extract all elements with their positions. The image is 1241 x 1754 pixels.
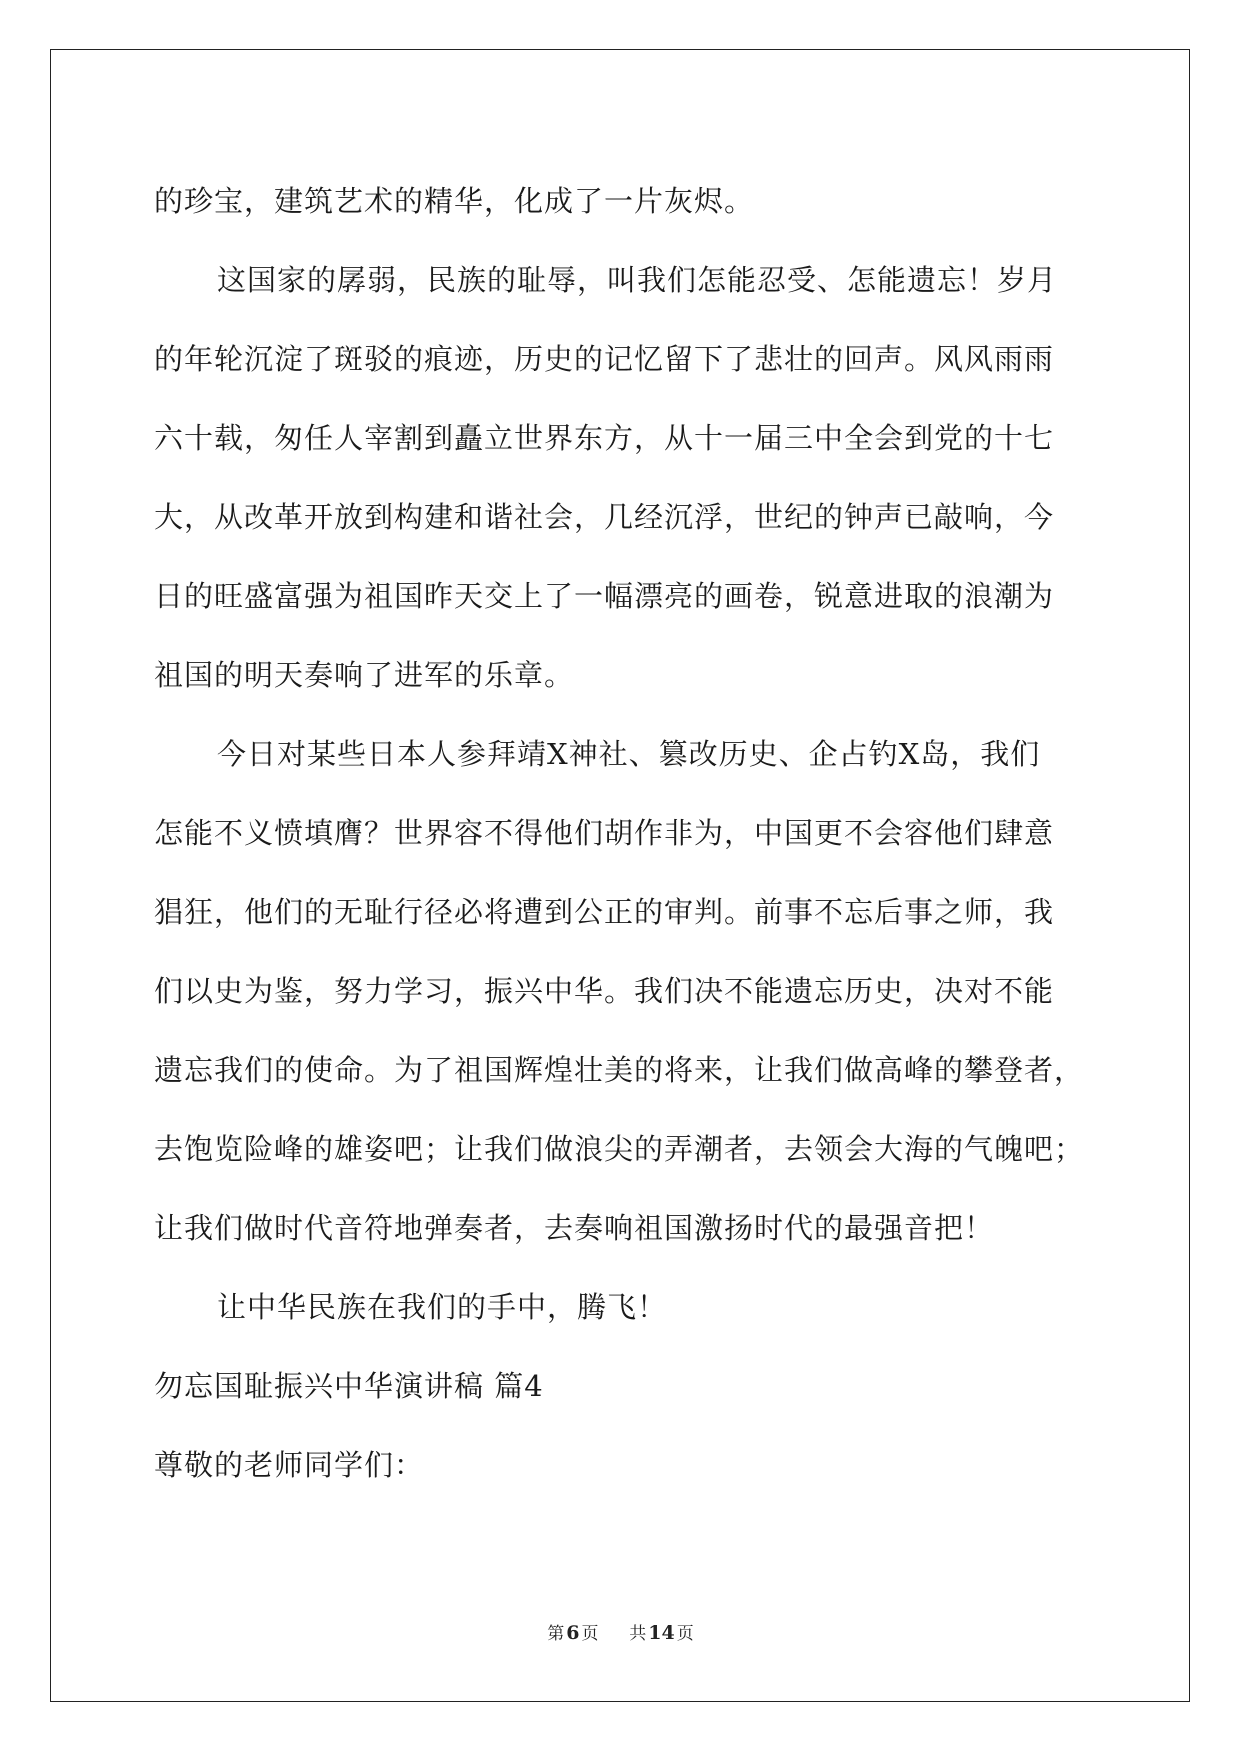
text-line: 猖狂，他们的无耻行径必将遭到公正的审判。前事不忘后事之师，我 — [154, 895, 1055, 929]
total-suffix: 页 — [676, 1624, 694, 1644]
text-line: 去饱览险峰的雄姿吧；让我们做浪尖的弄潮者，去领会大海的气魄吧； — [154, 1132, 1085, 1166]
salutation: 尊敬的老师同学们： — [154, 1448, 425, 1482]
paragraph-first-line: 今日对某些日本人参拜靖X神社、篡改历史、企占钓X岛，我们 — [217, 737, 1041, 771]
document-body — [154, 162, 1094, 1505]
text-line: 日的旺盛富强为祖国昨天交上了一幅漂亮的画卷，锐意进取的浪潮为 — [154, 579, 1055, 613]
section-heading: 勿忘国耻振兴中华演讲稿 篇4 — [154, 1369, 544, 1403]
text-line: 遗忘我们的使命。为了祖国辉煌壮美的将来，让我们做高峰的攀登者， — [154, 1053, 1085, 1087]
page-number: 6 — [566, 1622, 580, 1644]
page-suffix: 页 — [581, 1624, 599, 1644]
page-prefix: 第 — [547, 1624, 565, 1644]
text-line: 六十载，匆任人宰割到矗立世界东方，从十一届三中全会到党的十七 — [154, 421, 1055, 455]
page-footer — [0, 1621, 1241, 1646]
total-prefix: 共 — [629, 1624, 647, 1644]
paragraph-first-line: 让中华民族在我们的手中，腾飞！ — [217, 1290, 668, 1324]
text-line: 祖国的明天奏响了进军的乐章。 — [154, 658, 575, 692]
text-line: 让我们做时代音符地弹奏者，去奏响祖国激扬时代的最强音把！ — [154, 1211, 995, 1245]
paragraph-first-line: 这国家的孱弱，民族的耻辱，叫我们怎能忍受、怎能遗忘！岁月 — [217, 263, 1058, 297]
text-line: 的年轮沉淀了斑驳的痕迹，历史的记忆留下了悲壮的回声。风风雨雨 — [154, 342, 1055, 376]
text-line: 们以史为鉴，努力学习，振兴中华。我们决不能遗忘历史，决对不能 — [154, 974, 1055, 1008]
total-pages: 14 — [648, 1622, 675, 1644]
text-line: 怎能不义愤填膺？世界容不得他们胡作非为，中国更不会容他们肆意 — [154, 816, 1055, 850]
text-line: 的珍宝，建筑艺术的精华，化成了一片灰烬。 — [154, 184, 755, 218]
text-line: 大，从改革开放到构建和谐社会，几经沉浮，世纪的钟声已敲响，今 — [154, 500, 1055, 534]
